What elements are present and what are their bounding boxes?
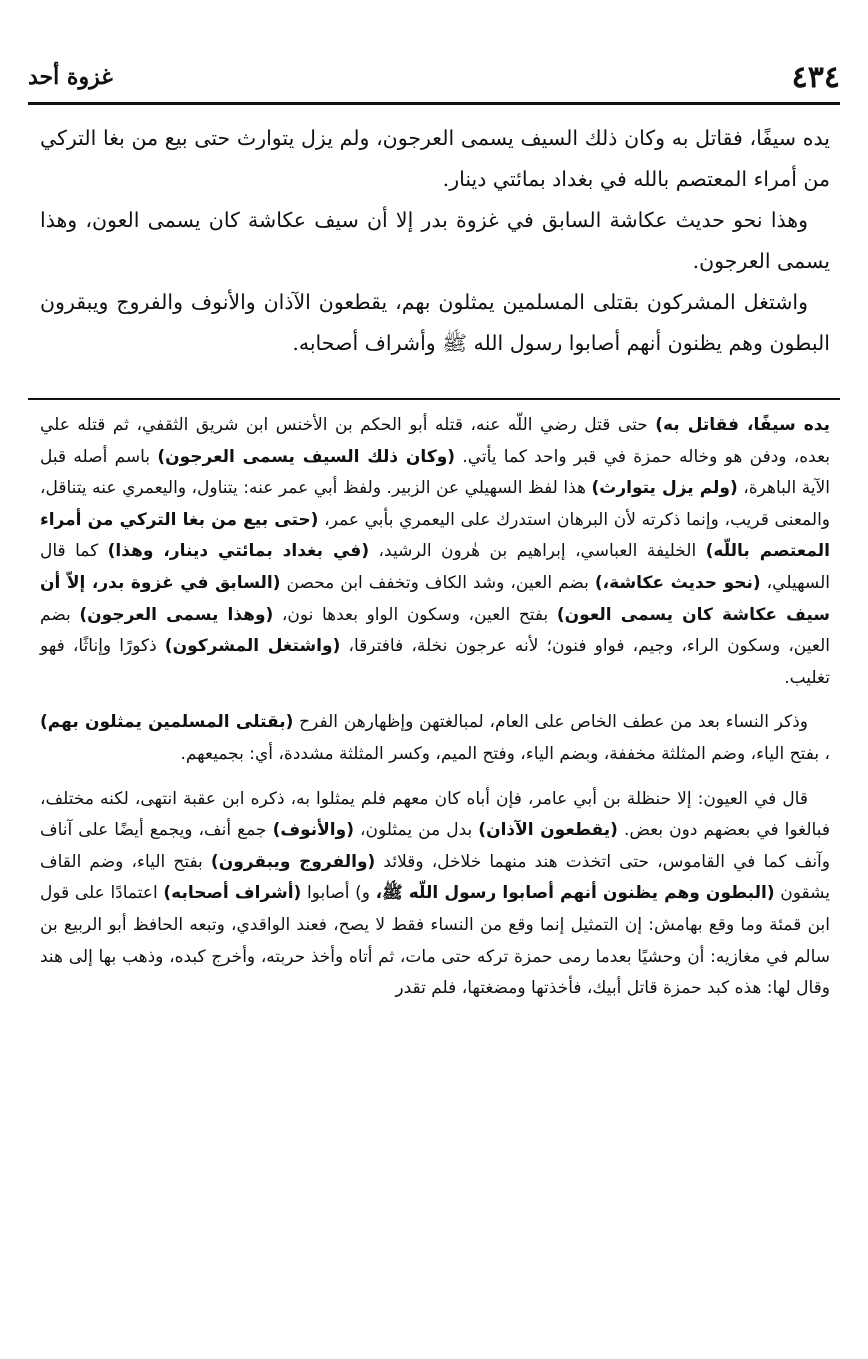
commentary-text: بضم العين، وشد الكاف وتخفف ابن محصن (280, 572, 595, 593)
commentary-text: باسم أصله قبل الآية الباهرة، (40, 446, 830, 499)
main-paragraph: وهذا نحو حديث عكاشة السابق في غزوة بدر إلا أن سيف عكاشة كان يسمى العون، وهذا يسمى العرجون. (40, 208, 830, 273)
commentary-paragraph (40, 707, 830, 770)
commentary-quote: (في بغداد بمائتي دينار، وهذا) (107, 541, 370, 562)
commentary-quote: (بقتلى المسلمين يمثلون بهم) (40, 712, 294, 733)
commentary-text: وذكر النساء بعد من عطف الخاص على العام، لمبالغتهن وإظهارهن الفرح (293, 712, 808, 733)
commentary-text: بضم العين، وسكون الراء، وجيم، فواو فنون؛ لأنه عرجون نخلة، فافترقا، (40, 604, 830, 657)
commentary-text: الخليفة العباسي، إبراهيم بن هٰرون الرشيد، (369, 541, 706, 562)
commentary-text: ذكورًا وإناثًا، فهو تغليب. (40, 636, 830, 688)
main-paragraph: واشتغل المشركون بقتلى المسلمين يمثلون بهم، يقطعون الآذان والأنوف والفروج ويبقرون البطون وهم يظنون أنهم أصابوا رسول الله ﷺ وأشراف أصحابه. (40, 290, 830, 355)
commentary-text: ، بفتح الياء، وضم المثلثة مخففة، وبضم الياء، وفتح الميم، وكسر المثلثة مشددة، أي: بجميعهم. (180, 743, 830, 764)
chapter-title: غزوة أحد (28, 64, 113, 90)
commentary-text: جمع أنف، ويجمع أيضًا على آناف وآنف كما في القاموس، حتى اتخذت هند منهما خلاخل، وقلائد (40, 820, 830, 872)
commentary-quote: (واشتغل المشركون) (164, 636, 341, 657)
commentary-text: اعتمادًا على قول ابن قمئة وما وقع بهامش: إن التمثيل إنما وقع من النساء فقط لا يصح، فعند الواقدي، وتبعه الحافظ أبو الربيع بن سالم في مغازيه: أن وحشيًا بعدما رمى حمزة تركه حتى مات، ثم أتاه وأخذ حربته، وأخرج كبده، وذهب بها إلى هند وقال لها: هذه كبد حمزة قاتل أبيك، فأخذتها ومضغتها، فلم تقدر (40, 883, 830, 999)
commentary-quote: (نحو حديث عكاشة،) (594, 572, 761, 593)
commentary-text: بدل من يمثلون، (353, 820, 479, 841)
commentary-text: بفتح العين، وسكون الواو بعدها نون، (273, 604, 557, 625)
commentary-text: هذا لفظ السهيلي عن الزبير. ولفظ أبي عمر عنه: يتناول، واليعمري عنه يتناقل، والمعنى قريب، وإنما ذكرته لأن البرهان استدرك على اليعمري بأبي عمر، (40, 478, 830, 530)
commentary (40, 410, 830, 1005)
main-text (40, 118, 830, 364)
commentary-text: بفتح الياء، وضم القاف يشقون (40, 851, 830, 904)
commentary-quote: (يقطعون الآذان) (478, 820, 618, 841)
commentary-text: و) أصابوا (301, 883, 376, 904)
commentary-quote: يده سيفًا، فقاتل به) (655, 415, 830, 435)
commentary-quote: (وكان ذلك السيف يسمى العرجون) (157, 446, 456, 467)
commentary-paragraph (40, 784, 830, 1005)
commentary-separator (28, 398, 840, 400)
page-header (28, 54, 840, 100)
header-rule (28, 102, 840, 105)
commentary-text: قال في العيون: إلا حنظلة بن أبي عامر، فإن أباه كان معهم فلم يمثلوا به، ذكره ابن عقبة انتهى، لكنه مختلف، فبالغوا في بعضهم دون بعض. (40, 788, 830, 841)
commentary-text: كما قال السهيلي، (40, 541, 831, 593)
page-number: ٤٣٤ (791, 59, 840, 95)
commentary-paragraph (40, 410, 830, 694)
commentary-text: حتى قتل رضي اللّه عنه، قتله أبو الحكم بن الأخنس ابن شريق الثقفي، ثم قتله علي بعده، ودفن هو وخاله حمزة في قبر واحد كما يأتي. (40, 415, 830, 467)
commentary-quote: (والفروج ويبقرون) (210, 851, 376, 872)
main-paragraph: يده سيفًا، فقاتل به وكان ذلك السيف يسمى العرجون، ولم يزل يتوارث حتى بيع من بغا التركي من أمراء المعتصم بالله في بغداد بمائتي دينار. (40, 126, 830, 191)
commentary-quote: (السابق في غزوة بدر، إلاّ أن سيف عكاشة كان يسمى العون) (40, 572, 830, 625)
commentary-quote: (وهذا يسمى العرجون) (79, 604, 274, 625)
commentary-quote: (والأنوف) (272, 820, 354, 841)
commentary-quote: (أشراف أصحابه) (163, 883, 302, 904)
commentary-quote: (ولم يزل يتوارث) (591, 478, 738, 499)
commentary-quote: (البطون وهم يظنون أنهم أصابوا رسول اللّه ﷺ، (375, 883, 775, 904)
commentary-quote: (حتى بيع من بغا التركي من أمراء المعتصم باللّه) (40, 509, 830, 562)
